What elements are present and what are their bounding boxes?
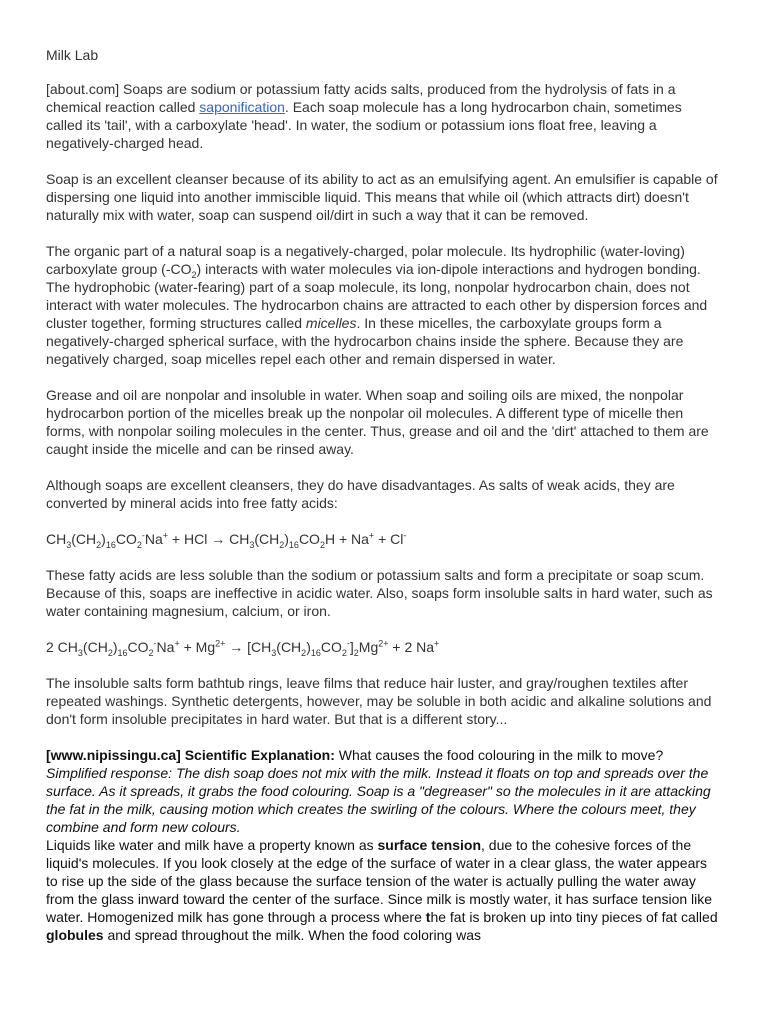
eq-text: ) bbox=[284, 531, 289, 547]
eq-text: CO bbox=[115, 531, 137, 547]
eq-text: ) bbox=[101, 531, 106, 547]
paragraph-text: and spread throughout the milk. When the food coloring was bbox=[103, 927, 482, 943]
eq-text: (CH bbox=[82, 639, 108, 655]
eq-sup: + bbox=[368, 530, 375, 541]
eq-text: (CH bbox=[276, 639, 302, 655]
paragraph-text: What causes the food colouring in the milk to move? bbox=[334, 747, 664, 763]
paragraph-micelles bbox=[46, 242, 722, 368]
eq-text: + Cl bbox=[374, 531, 404, 547]
eq-text: CO bbox=[320, 639, 342, 655]
eq-sub: 2 bbox=[319, 539, 325, 550]
paragraph-text: Liquids like water and milk have a property known as bbox=[46, 837, 378, 853]
eq-sup: - bbox=[153, 638, 157, 649]
eq-sub: 3 bbox=[271, 647, 277, 658]
eq-text: CO bbox=[298, 531, 320, 547]
eq-sub: 2 bbox=[136, 539, 142, 550]
eq-sub: 16 bbox=[117, 647, 128, 658]
eq-sup: + bbox=[434, 638, 440, 649]
eq-text: → [CH bbox=[225, 639, 272, 655]
eq-sup: - bbox=[141, 530, 145, 541]
eq-sup: + bbox=[162, 530, 169, 541]
eq-sub: 3 bbox=[249, 539, 255, 550]
eq-text: + Mg bbox=[179, 639, 216, 655]
eq-sub: 2 bbox=[96, 539, 102, 550]
paragraph-scientific-explanation bbox=[46, 746, 722, 836]
eq-sub: 3 bbox=[77, 647, 83, 658]
emphasis-text: micelles bbox=[305, 315, 357, 331]
paragraph-text: . In these micelles, the carboxylate groups form a negatively-charged spherical surface, with the hydrocarbon chains inside the sphere. Because they are negatively charged, soap micelles repel each other and remain dispersed in water. bbox=[46, 315, 684, 367]
simplified-response: Simplified response: The dish soap does not mix with the milk. Instead it floats on top and spreads over the surface. As it spreads, it grabs the food colouring. Soap is a "degreaser" so the molecules in it are attacking the fat in the milk, causing motion which creates the swirling of the colours. Where the colours meet, they combine and form new colours. bbox=[46, 765, 711, 835]
term-globules: globules bbox=[46, 927, 104, 943]
eq-sup: - bbox=[346, 638, 350, 649]
paragraph-text: he fat is broken up into tiny pieces of fat called bbox=[430, 909, 718, 925]
paragraph-text: [about.com] Soaps are sodium or potassium fatty acids salts, produced from the hydrolysis of fats in a chemical reaction called bbox=[46, 81, 676, 115]
bold-letter: t bbox=[425, 909, 431, 925]
equation-hcl bbox=[46, 530, 722, 548]
paragraph-surface-tension bbox=[46, 836, 722, 944]
eq-sub: 2 bbox=[148, 647, 154, 658]
paragraph-grease: Grease and oil are nonpolar and insoluble in water. When soap and soiling oils are mixed, the nonpolar hydrocarbon portion of the micelles break up the nonpolar oil molecules. A different type of micelle then forms, with nonpolar soiling molecules in the center. Thus, grease and oil and the 'dirt' attached to them are caught inside the micelle and can be rinsed away. bbox=[46, 387, 709, 457]
eq-text: Na bbox=[144, 531, 163, 547]
eq-sub: 2 bbox=[353, 647, 359, 658]
eq-text: Na bbox=[156, 639, 175, 655]
eq-sub: 16 bbox=[105, 539, 116, 550]
paragraph-disadvantages: Although soaps are excellent cleansers, they do have disadvantages. As salts of weak acids, they are converted by mineral acids into free fatty acids: bbox=[46, 477, 675, 511]
eq-sup: - bbox=[403, 530, 407, 541]
eq-sub: 16 bbox=[288, 539, 299, 550]
document-title: Milk Lab bbox=[46, 47, 99, 63]
paragraph-emulsifier: Soap is an excellent cleanser because of its ability to act as an emulsifying agent. An emulsifier is capable of dispersing one liquid into another immiscible liquid. This means that while oil (which attracts dirt) doesn't naturally mix with water, soap can suspend oil/dirt in such a way that it can be removed. bbox=[46, 171, 718, 223]
eq-sup: + bbox=[174, 638, 180, 649]
paragraph-text: . Each soap molecule has a long hydrocarbon chain, sometimes called its 'tail', with a carboxylate 'head'. In water, the sodium or potassium ions float free, leaving a negatively-charged head. bbox=[46, 99, 682, 151]
paragraph-bathtub-rings: The insoluble salts form bathtub rings, leave films that reduce hair luster, and gray/roughen textiles after repeated washings. Synthetic detergents, however, may be soluble in both acidic and alkaline solutions and don't form insoluble precipitates in hard water. But that is a different story... bbox=[46, 675, 712, 727]
eq-sub: 2 bbox=[301, 647, 307, 658]
eq-text: + 2 Na bbox=[388, 639, 435, 655]
eq-text: Mg bbox=[358, 639, 379, 655]
source-heading: [www.nipissingu.ca] Scientific Explanation: bbox=[46, 747, 335, 763]
eq-text: ] bbox=[349, 639, 354, 655]
eq-sub: 16 bbox=[310, 647, 321, 658]
paragraph-text: , due to the cohesive forces of the liquid's molecules. If you look closely at the edge of the surface of water in a clear glass, the water appears to rise up the side of the glass because the surface tension of the water is actually pulling the water away from the glass inward toward the center of the surface. Since milk is mostly water, it has surface tension like water. Homogenized milk has gone through a process where bbox=[46, 837, 713, 925]
equation-mg bbox=[46, 638, 722, 656]
eq-sub: 2 bbox=[107, 647, 113, 658]
paragraph-text: The organic part of a natural soap is a negatively-charged, polar molecule. Its hydrophilic (water-loving) carboxylate group (-CO bbox=[46, 243, 685, 277]
paragraph-text: ) interacts with water molecules via ion-dipole interactions and hydrogen bonding. The hydrophobic (water-fearing) part of a soap molecule, its long, nonpolar hydrocarbon chain, does not interact with water molecules. The hydrocarbon chains are attracted to each other by dispersion forces and cluster together, forming structures called bbox=[46, 261, 708, 331]
eq-text: (CH bbox=[71, 531, 97, 547]
eq-sup: 2+ bbox=[215, 638, 226, 649]
eq-sup: 2+ bbox=[378, 638, 389, 649]
eq-text: CH bbox=[46, 531, 67, 547]
eq-sub: 2 bbox=[341, 647, 347, 658]
term-surface-tension: surface tension bbox=[377, 837, 481, 853]
eq-text: ) bbox=[306, 639, 311, 655]
eq-text: ) bbox=[112, 639, 118, 655]
saponification-link[interactable]: saponification bbox=[199, 99, 285, 115]
eq-text: H + Na bbox=[324, 531, 369, 547]
eq-text: + HCl → CH bbox=[168, 531, 250, 547]
eq-sub: 2 bbox=[279, 539, 285, 550]
paragraph-soap-scum: These fatty acids are less soluble than the sodium or potassium salts and form a precipitate or soap scum. Because of this, soaps are ineffective in acidic water. Also, soaps form insoluble salts in hard water, such as water containing magnesium, calcium, or iron. bbox=[46, 567, 713, 619]
subscript: 2 bbox=[191, 269, 197, 280]
eq-text: (CH bbox=[254, 531, 280, 547]
eq-sub: 3 bbox=[66, 539, 72, 550]
eq-text: 2 CH bbox=[46, 639, 78, 655]
eq-text: CO bbox=[127, 639, 149, 655]
paragraph-saponification bbox=[46, 80, 722, 152]
